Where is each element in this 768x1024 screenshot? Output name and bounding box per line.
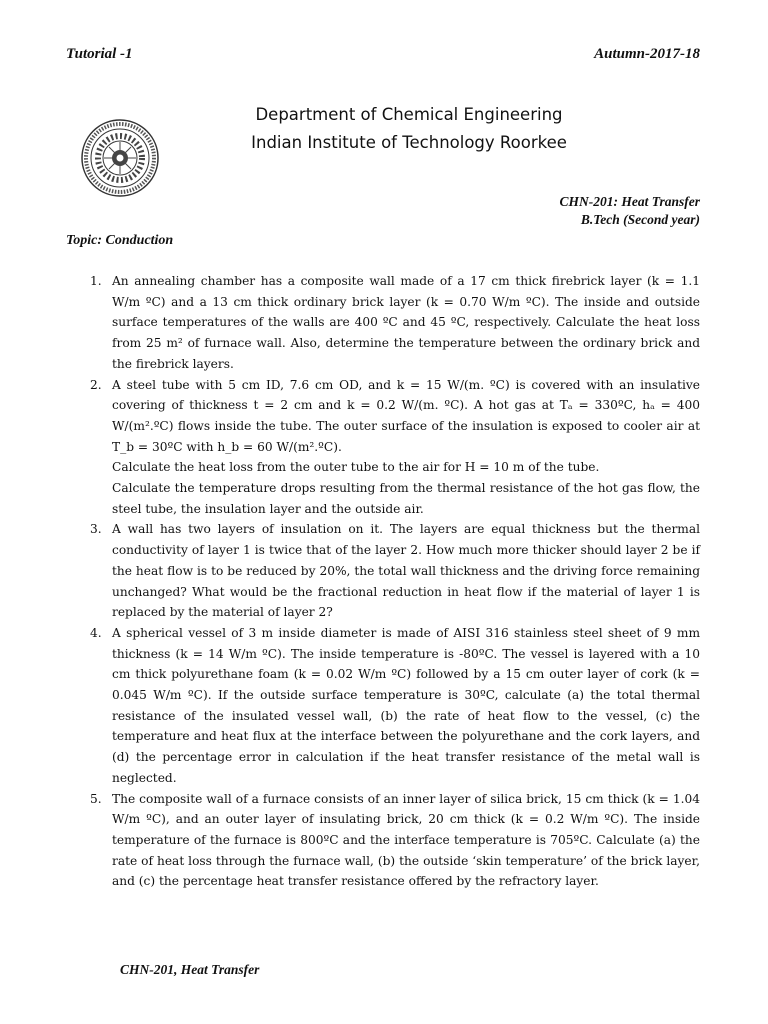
course-program: B.Tech (Second year) bbox=[580, 212, 700, 227]
institute-name: Indian Institute of Technology Roorkee bbox=[251, 133, 567, 152]
problem-number: 4. bbox=[90, 625, 102, 640]
tutorial-label: Tutorial -1 bbox=[66, 46, 133, 62]
problem-number: 3. bbox=[90, 522, 102, 537]
problem-item bbox=[90, 623, 700, 789]
problem-number: 2. bbox=[90, 377, 102, 392]
problem-text: A steel tube with 5 cm ID, 7.6 cm OD, and k = 15 W/(m. ºC) is covered with an insulative covering of thickness t = 2 cm and k = 0.2 W/(m. ºC). A hot gas at Tₐ = 330ºC, hₐ = 400 W/(m².ºC) flows inside the tube. The outer surface of the insulation is exposed to cooler air at T_b = 30ºC with h_b = 60 W/(m².ºC). Calculate the heat loss from the outer tube to the air for H = 10 m of the tube. Calculate the temperature drops resulting from the thermal resistance of the hot gas flow, the steel tube, the insulation layer and the outside air. bbox=[112, 377, 700, 516]
problem-text: A spherical vessel of 3 m inside diameter is made of AISI 316 stainless steel sheet of 9 mm thickness (k = 14 W/m ºC). The inside temperature is -80ºC. The vessel is layered with a 10 cm thick polyurethane foam (k = 0.02 W/m ºC) followed by a 15 cm outer layer of cork (k = 0.045 W/m ºC). If the outside surface temperature is 30ºC, calculate (a) the total thermal resistance of the insulated vessel wall, (b) the rate of heat flow to the vessel, (c) the temperature and heat flux at the interface between the polyurethane and the cork layers, and (d) the percentage error in calculation if the heat transfer resistance of the metal wall is neglected. bbox=[112, 625, 700, 785]
problem-text: An annealing chamber has a composite wall made of a 17 cm thick firebrick layer (k = 1.1 W/m ºC) and a 13 cm thick ordinary brick layer (k = 0.70 W/m ºC). The inside and outside surface temperatures of the walls are 400 ºC and 45 ºC, respectively. Calculate the heat loss from 25 m² of furnace wall. Also, determine the temperature between the ordinary brick and the firebrick layers. bbox=[112, 274, 700, 371]
problem-item bbox=[90, 789, 700, 893]
semester-label: Autumn-2017-18 bbox=[594, 46, 700, 62]
problem-item bbox=[90, 271, 700, 375]
footer-course: CHN-201, Heat Transfer bbox=[120, 962, 260, 977]
problem-text: The composite wall of a furnace consists of an inner layer of silica brick, 15 cm thick (k = 1.04 W/m ºC), and an outer layer of insulating brick, 20 cm thick (k = 0.2 W/m ºC). The inside temperature of the furnace is 800ºC and the interface temperature is 705ºC. Calculate (a) the rate of heat loss through the furnace wall, (b) the outside ‘skin temperature’ of the brick layer, and (c) the percentage heat transfer resistance offered by the refractory layer. bbox=[112, 791, 700, 889]
problem-number: 1. bbox=[90, 274, 102, 288]
iit-roorkee-emblem-icon bbox=[80, 118, 160, 198]
problem-item bbox=[90, 375, 700, 520]
problem-item bbox=[90, 519, 700, 623]
course-code: CHN-201: Heat Transfer bbox=[559, 194, 700, 209]
problem-number: 5. bbox=[90, 791, 102, 806]
problem-list bbox=[90, 271, 700, 892]
department-name: Department of Chemical Engineering bbox=[255, 105, 563, 124]
topic-heading: Topic: Conduction bbox=[66, 233, 174, 248]
problem-text: A wall has two layers of insulation on it. The layers are equal thickness but the thermal conductivity of layer 1 is twice that of the layer 2. How much more thicker should layer 2 be if the heat flow is to be reduced by 20%, the total wall thickness and the driving force remaining unchanged? What would be the fractional reduction in heat flow if the material of layer 1 is replaced by the material of layer 2? bbox=[112, 522, 700, 620]
